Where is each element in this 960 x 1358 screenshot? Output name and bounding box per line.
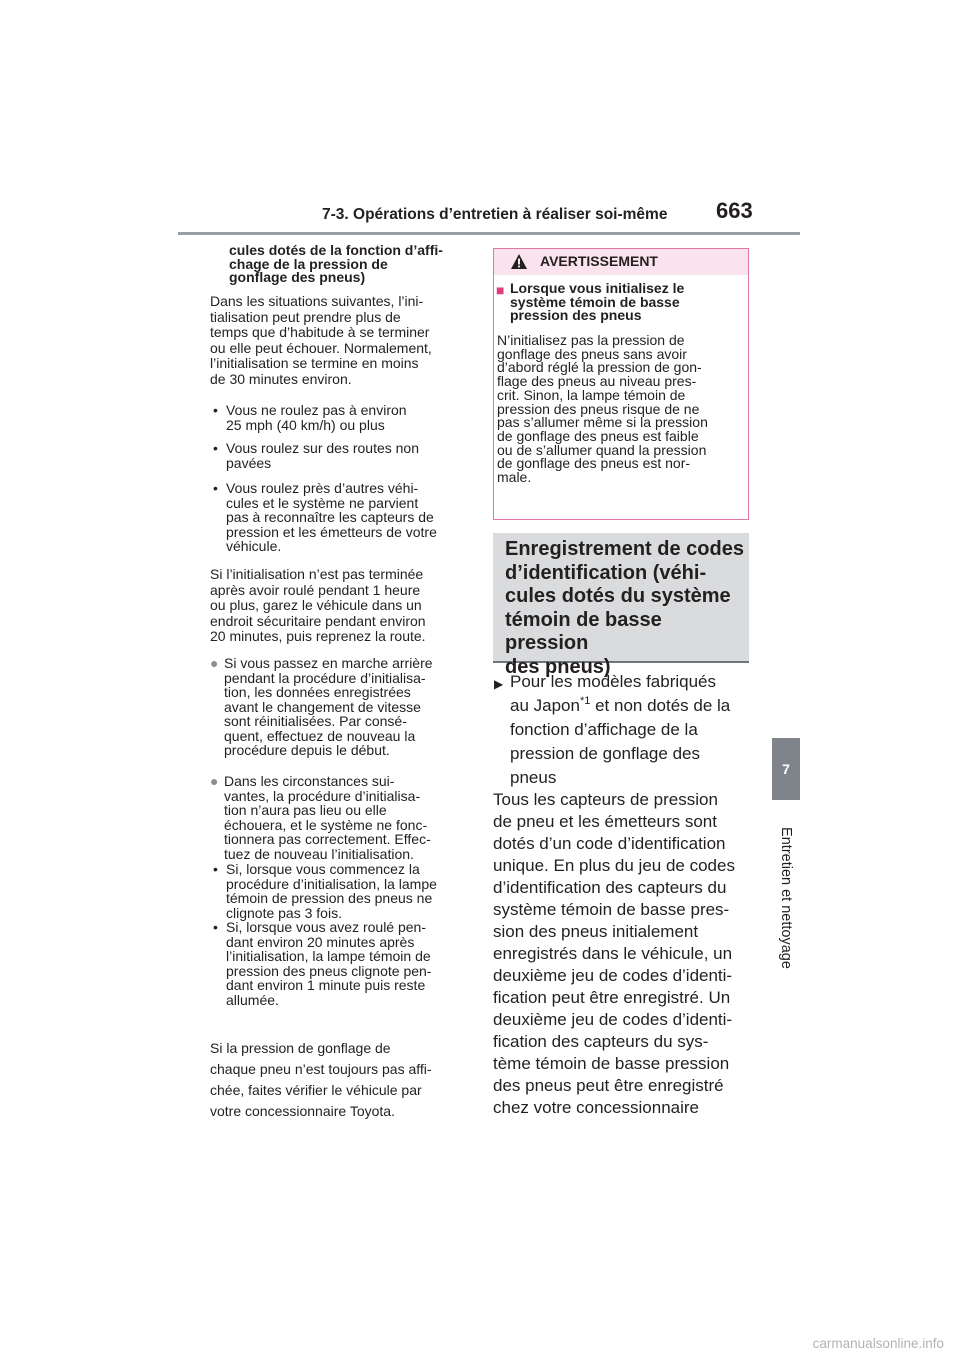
- text-line: pression des pneus clignote pen-: [226, 962, 432, 979]
- heading-line: témoin de basse pression: [505, 608, 662, 655]
- text-line: sont réinitialisées. Par consé-: [224, 713, 407, 729]
- text-line: dotés d’un code d’identification: [493, 834, 726, 853]
- text-line: dant environ 1 minute puis reste: [226, 977, 426, 994]
- chapter-number: 7: [782, 761, 790, 777]
- text-fragment: et non dotés de la: [590, 696, 731, 715]
- text-line: gonflage des pneus sans avoir: [497, 345, 687, 362]
- text-line: male.: [497, 469, 532, 486]
- text-line: 20 minutes, puis reprenez la route.: [210, 628, 426, 645]
- text-line: chée, faites vérifier le véhicule par: [210, 1082, 422, 1098]
- list-item: [213, 481, 484, 554]
- text-line: tème témoin de basse pression: [493, 1054, 730, 1073]
- text-line: chez votre concessionnaire: [493, 1098, 700, 1117]
- text-line: endroit sécuritaire pendant environ: [210, 612, 426, 629]
- heading-line: Enregistrement de codes: [505, 538, 744, 560]
- text-line: fication des capteurs du sys-: [493, 1032, 709, 1051]
- text-line: avant le changement de vitesse: [224, 698, 421, 715]
- text-line: deuxième jeu de codes d’identi-: [493, 966, 733, 985]
- continued-heading-line: gonflage des pneus): [229, 269, 366, 286]
- text-line: tion n’aura pas lieu ou elle: [224, 802, 387, 818]
- text-line: ou plus, garez le véhicule dans un: [210, 597, 422, 614]
- text-line: d’abord réglé la pression de gon-: [497, 359, 702, 376]
- text-line: fication peut être enregistré. Un: [493, 988, 731, 1007]
- text-line: Dans les circonstances sui-: [224, 773, 395, 789]
- text-line: pavées: [226, 454, 272, 471]
- note-item: [210, 774, 486, 861]
- bullet-icon: •: [213, 480, 218, 496]
- text-line: de gonflage des pneus est nor-: [497, 455, 691, 472]
- bullet-icon: •: [213, 402, 218, 418]
- text-line: pression des pneus risque de ne: [497, 400, 700, 417]
- warning-subheading: [510, 282, 742, 323]
- text-line: Si vous passez en marche arrière: [224, 655, 433, 671]
- sub-heading: [510, 670, 750, 790]
- text-line: votre concessionnaire Toyota.: [210, 1103, 395, 1119]
- text-line: crit. Sinon, la lampe témoin de: [497, 386, 686, 403]
- text-line: N’initialisez pas la pression de: [497, 332, 685, 348]
- heading-line: cules dotés du système: [505, 585, 731, 608]
- heading-line: des pneus): [505, 655, 611, 678]
- list-item: [213, 441, 484, 470]
- text-line: procédure depuis le début.: [224, 742, 390, 758]
- square-bullet-icon: ■: [496, 282, 505, 298]
- header-rule: [178, 232, 800, 235]
- text-line: d’identification des capteurs du: [493, 878, 727, 897]
- text-line: Vous roulez près d’autres véhi-: [226, 480, 419, 496]
- after-bullets-paragraph: [210, 567, 468, 645]
- text-line: Si, lorsque vous commencez la: [226, 861, 420, 877]
- text-line: échouera, et le système ne fonc-: [224, 816, 428, 833]
- text-line-with-footnote: [510, 694, 750, 718]
- continued-heading: [229, 244, 471, 285]
- text-line: cules et le système ne parvient: [226, 494, 419, 511]
- text-line: fonction d’affichage de la: [510, 720, 698, 739]
- text-line: de gonflage des pneus est faible: [497, 427, 699, 444]
- list-item: [213, 920, 484, 1008]
- list-item: [213, 862, 484, 920]
- chapter-number-tab: [772, 738, 800, 800]
- text-line: allumée.: [226, 991, 279, 1008]
- text-line: Vous ne roulez pas à environ: [226, 402, 407, 418]
- triangle-marker-icon: ▶: [494, 677, 504, 691]
- text-line: enregistrés dans le véhicule, un: [493, 944, 733, 963]
- text-line: tion, les données enregistrées: [224, 684, 411, 700]
- intro-paragraph: [210, 294, 468, 388]
- page-number: 663: [716, 198, 753, 223]
- text-line: sion des pneus initialement: [493, 922, 699, 941]
- text-line: pneus: [510, 768, 557, 787]
- bullet-icon: •: [213, 440, 218, 456]
- text-line: pression et les émetteurs de votre: [226, 523, 437, 540]
- text-line: tuez de nouveau l’initialisation.: [224, 845, 414, 862]
- text-line: Pour les modèles fabriqués: [510, 672, 717, 691]
- text-line: tionnera pas correctement. Effec-: [224, 831, 431, 847]
- text-line: pression de gonflage des: [510, 744, 700, 763]
- bullet-icon: •: [213, 861, 218, 877]
- text-line: quent, effectuez de nouveau la: [224, 727, 416, 744]
- right-body-paragraph: [493, 789, 753, 1119]
- text-line: tialisation peut prendre plus de: [210, 308, 401, 325]
- text-line: pression des pneus: [510, 307, 642, 324]
- text-line: de 30 minutes environ.: [210, 370, 352, 387]
- text-line: après avoir roulé pendant 1 heure: [210, 581, 421, 598]
- text-line: Si la pression de gonflage de: [210, 1040, 391, 1056]
- text-line: pas s’allumer même si la pression: [497, 414, 708, 431]
- text-line: temps que d’habitude à se terminer: [210, 324, 430, 341]
- text-line: témoin de pression des pneus ne: [226, 890, 433, 907]
- text-line: 25 mph (40 km/h) ou plus: [226, 416, 385, 433]
- chapter-title: Entretien et nettoyage: [778, 827, 794, 969]
- text-line: dant environ 20 minutes après: [226, 933, 415, 950]
- text-line: Dans les situations suivantes, l’ini-: [210, 293, 424, 309]
- text-line: clignote pas 3 fois.: [226, 904, 342, 921]
- text-line: Lorsque vous initialisez le: [510, 280, 685, 296]
- text-line: Tous les capteurs de pression: [493, 790, 718, 809]
- text-line: système témoin de basse pres-: [493, 900, 730, 919]
- circle-bullet-icon: ●: [210, 773, 219, 789]
- watermark[interactable]: carmanualsonline.info: [812, 1336, 944, 1351]
- text-line: unique. En plus du jeu de codes: [493, 856, 735, 875]
- text-line: Si, lorsque vous avez roulé pen-: [226, 919, 426, 935]
- text-line: pas à reconnaître les capteurs de: [226, 509, 434, 526]
- bullet-icon: •: [213, 919, 218, 935]
- text-line: ou de s’allumer quand la pression: [497, 441, 707, 458]
- circle-bullet-icon: ●: [210, 655, 219, 671]
- section-title: 7-3. Opérations d’entretien à réaliser soi-même: [322, 206, 668, 223]
- text-line: l’initialisation, la lampe témoin de: [226, 948, 431, 965]
- text-line: de pneu et les émetteurs sont: [493, 812, 717, 831]
- text-fragment: au Japon: [510, 696, 580, 715]
- heading-line: d’identification (véhi-: [505, 561, 707, 584]
- text-line: procédure d’initialisation, la lampe: [226, 875, 437, 892]
- text-line: vantes, la procédure d’initialisa-: [224, 787, 421, 804]
- note-item: [210, 656, 486, 758]
- section-heading: [505, 538, 745, 680]
- warning-triangle-icon: [510, 253, 528, 270]
- text-line: des pneus peut être enregistré: [493, 1076, 724, 1095]
- text-line: ou elle peut échouer. Normalement,: [210, 339, 432, 356]
- text-line: véhicule.: [226, 538, 282, 555]
- footnote-marker: *1: [579, 695, 591, 707]
- text-line: l’initialisation se termine en moins: [210, 355, 419, 372]
- text-line: chaque pneu n’est toujours pas affi-: [210, 1061, 432, 1077]
- continued-heading-line: cules dotés de la fonction d’affi-: [229, 242, 443, 258]
- continued-heading-line: chage de la pression de: [229, 255, 388, 272]
- warning-body: [497, 334, 743, 485]
- text-line: pendant la procédure d’initialisa-: [224, 669, 426, 686]
- text-line: système témoin de basse: [510, 293, 680, 310]
- text-line: Si l’initialisation n’est pas terminée: [210, 566, 424, 582]
- closing-paragraph: [210, 1038, 468, 1122]
- warning-title: AVERTISSEMENT: [540, 253, 658, 269]
- text-line: flage des pneus au niveau pres-: [497, 373, 697, 390]
- list-item: [213, 403, 484, 432]
- text-line: deuxième jeu de codes d’identi-: [493, 1010, 733, 1029]
- chapter-title-tab: [772, 808, 800, 988]
- text-line: Vous roulez sur des routes non: [226, 440, 420, 456]
